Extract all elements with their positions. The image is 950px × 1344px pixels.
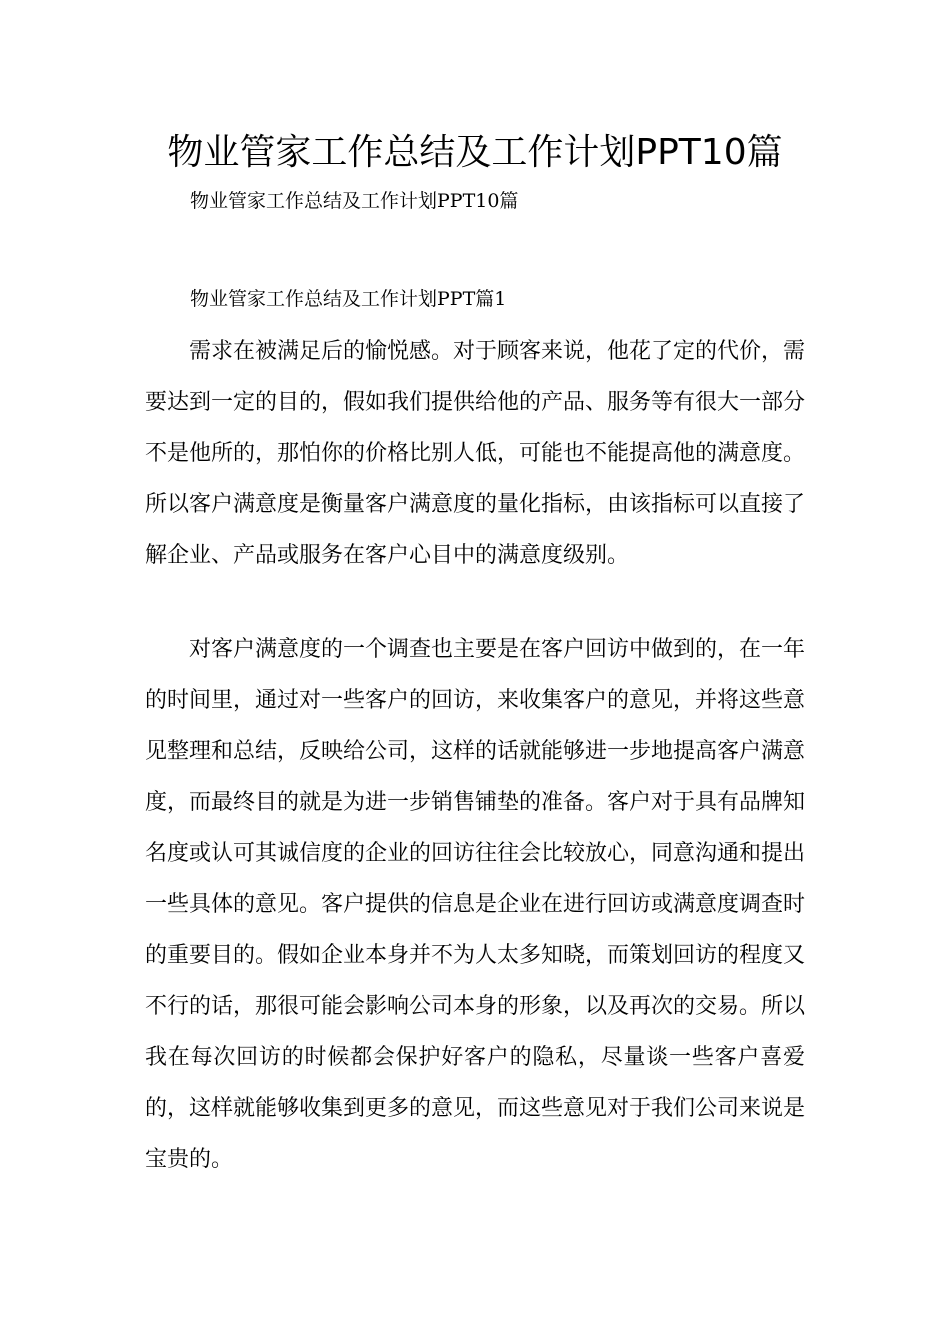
body-paragraph: 对客户满意度的一个调查也主要是在客户回访中做到的，在一年的时间里，通过对一些客户的回访，来收集客户的意见，并将这些意见整理和总结，反映给公司，这样的话就能够进一步地提高客户满意度，而最终目的就是为进一步销售铺垫的准备。客户对于具有品牌知名度或认可其诚信度的企业的回访往往会比较放心，同意沟通和提出一些具体的意见。客户提供的信息是企业在进行回访或满意度调查时的重要目的。假如企业本身并不为人太多知晓，而策划回访的程度又不行的话，那很可能会影响公司本身的形象，以及再次的交易。所以我在每次回访的时候都会保护好客户的隐私，尽量谈一些客户喜爱的，这样就能够收集到更多的意见，而这些意见对于我们公司来说是宝贵的。 <box>145 637 806 1172</box>
section-heading: 物业管家工作总结及工作计划PPT篇1 <box>190 288 507 310</box>
document-subtitle: 物业管家工作总结及工作计划PPT10篇 <box>190 190 519 212</box>
body-paragraph: 需求在被满足后的愉悦感。对于顾客来说，他花了定的代价，需要达到一定的目的，假如我们提供给他的产品、服务等有很大一部分不是他所的，那怕你的价格比别人低，可能也不能提高他的满意度。所以客户满意度是衡量客户满意度的量化指标，由该指标可以直接了解企业、产品或服务在客户心目中的满意度级别。 <box>145 339 806 568</box>
document-title: 物业管家工作总结及工作计划PPT10篇 <box>167 132 783 173</box>
